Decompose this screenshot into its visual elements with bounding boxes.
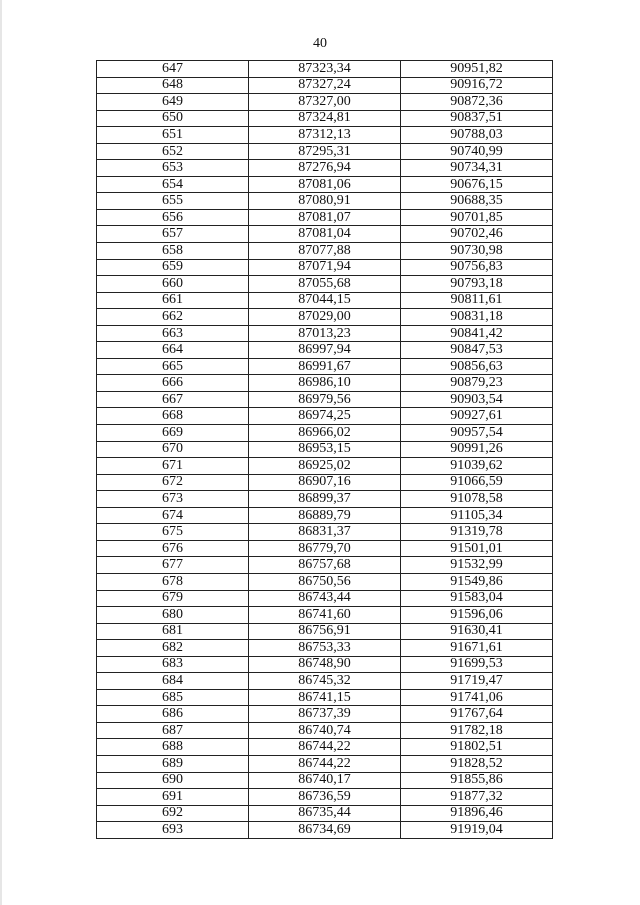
x-coordinate-cell: 86744,22 — [249, 739, 401, 756]
y-coordinate-cell: 91802,51 — [401, 739, 553, 756]
x-coordinate-cell: 86831,37 — [249, 524, 401, 541]
x-coordinate-cell: 87081,04 — [249, 226, 401, 243]
y-coordinate-cell: 91319,78 — [401, 524, 553, 541]
x-coordinate-cell: 86740,17 — [249, 772, 401, 789]
point-number-cell: 661 — [97, 292, 249, 309]
x-coordinate-cell: 86744,22 — [249, 755, 401, 772]
x-coordinate-cell: 87013,23 — [249, 325, 401, 342]
point-number-cell: 669 — [97, 425, 249, 442]
page-number: 40 — [313, 36, 327, 51]
point-number-cell: 687 — [97, 722, 249, 739]
point-number-cell: 681 — [97, 623, 249, 640]
y-coordinate-cell: 90841,42 — [401, 325, 553, 342]
point-number-cell: 662 — [97, 309, 249, 326]
x-coordinate-cell: 87077,88 — [249, 243, 401, 260]
point-number-cell: 671 — [97, 458, 249, 475]
point-number-cell: 692 — [97, 805, 249, 822]
x-coordinate-cell: 86741,15 — [249, 689, 401, 706]
point-number-cell: 647 — [97, 61, 249, 78]
x-coordinate-cell: 86925,02 — [249, 458, 401, 475]
table-row — [97, 507, 553, 524]
y-coordinate-cell: 90756,83 — [401, 259, 553, 276]
y-coordinate-cell: 90837,51 — [401, 110, 553, 127]
point-number-cell: 668 — [97, 408, 249, 425]
table-row — [97, 557, 553, 574]
x-coordinate-cell: 86966,02 — [249, 425, 401, 442]
table-row — [97, 491, 553, 508]
y-coordinate-cell: 90847,53 — [401, 342, 553, 359]
x-coordinate-cell: 86974,25 — [249, 408, 401, 425]
y-coordinate-cell: 90702,46 — [401, 226, 553, 243]
y-coordinate-cell: 91596,06 — [401, 607, 553, 624]
x-coordinate-cell: 86734,69 — [249, 822, 401, 839]
y-coordinate-cell: 91741,06 — [401, 689, 553, 706]
point-number-cell: 688 — [97, 739, 249, 756]
x-coordinate-cell: 87276,94 — [249, 160, 401, 177]
y-coordinate-cell: 91078,58 — [401, 491, 553, 508]
y-coordinate-cell: 91782,18 — [401, 722, 553, 739]
point-number-cell: 667 — [97, 391, 249, 408]
point-number-cell: 689 — [97, 755, 249, 772]
table-row — [97, 408, 553, 425]
y-coordinate-cell: 91855,86 — [401, 772, 553, 789]
point-number-cell: 691 — [97, 789, 249, 806]
y-coordinate-cell: 90927,61 — [401, 408, 553, 425]
y-coordinate-cell: 91105,34 — [401, 507, 553, 524]
y-coordinate-cell: 90872,36 — [401, 94, 553, 111]
table-row — [97, 342, 553, 359]
x-coordinate-cell: 86953,15 — [249, 441, 401, 458]
table-row — [97, 706, 553, 723]
x-coordinate-cell: 87071,94 — [249, 259, 401, 276]
point-number-cell: 657 — [97, 226, 249, 243]
table-row — [97, 623, 553, 640]
table-row — [97, 143, 553, 160]
y-coordinate-cell: 90676,15 — [401, 176, 553, 193]
table-row — [97, 607, 553, 624]
point-number-cell: 658 — [97, 243, 249, 260]
table-row — [97, 722, 553, 739]
x-coordinate-cell: 87029,00 — [249, 309, 401, 326]
table-row — [97, 391, 553, 408]
y-coordinate-cell: 91501,01 — [401, 540, 553, 557]
point-number-cell: 678 — [97, 573, 249, 590]
table-row — [97, 292, 553, 309]
y-coordinate-cell: 90951,82 — [401, 61, 553, 78]
x-coordinate-cell: 87312,13 — [249, 127, 401, 144]
y-coordinate-cell: 90734,31 — [401, 160, 553, 177]
table-row — [97, 739, 553, 756]
x-coordinate-cell: 86748,90 — [249, 656, 401, 673]
y-coordinate-cell: 90916,72 — [401, 77, 553, 94]
x-coordinate-cell: 87295,31 — [249, 143, 401, 160]
point-number-cell: 663 — [97, 325, 249, 342]
point-number-cell: 652 — [97, 143, 249, 160]
x-coordinate-cell: 86991,67 — [249, 358, 401, 375]
table-row — [97, 689, 553, 706]
y-coordinate-cell: 90740,99 — [401, 143, 553, 160]
table-row — [97, 789, 553, 806]
x-coordinate-cell: 86986,10 — [249, 375, 401, 392]
x-coordinate-cell: 86997,94 — [249, 342, 401, 359]
coordinates-table-body — [97, 61, 553, 839]
x-coordinate-cell: 87327,00 — [249, 94, 401, 111]
point-number-cell: 682 — [97, 640, 249, 657]
y-coordinate-cell: 90811,61 — [401, 292, 553, 309]
y-coordinate-cell: 91583,04 — [401, 590, 553, 607]
table-row — [97, 61, 553, 78]
x-coordinate-cell: 87324,81 — [249, 110, 401, 127]
point-number-cell: 677 — [97, 557, 249, 574]
x-coordinate-cell: 86757,68 — [249, 557, 401, 574]
point-number-cell: 648 — [97, 77, 249, 94]
point-number-cell: 664 — [97, 342, 249, 359]
point-number-cell: 672 — [97, 474, 249, 491]
x-coordinate-cell: 87044,15 — [249, 292, 401, 309]
point-number-cell: 684 — [97, 673, 249, 690]
point-number-cell: 653 — [97, 160, 249, 177]
point-number-cell: 680 — [97, 607, 249, 624]
y-coordinate-cell: 91877,32 — [401, 789, 553, 806]
y-coordinate-cell: 90793,18 — [401, 276, 553, 293]
table-row — [97, 77, 553, 94]
table-row — [97, 127, 553, 144]
point-number-cell: 649 — [97, 94, 249, 111]
point-number-cell: 686 — [97, 706, 249, 723]
x-coordinate-cell: 86899,37 — [249, 491, 401, 508]
table-row — [97, 673, 553, 690]
y-coordinate-cell: 91896,46 — [401, 805, 553, 822]
x-coordinate-cell: 86907,16 — [249, 474, 401, 491]
table-row — [97, 640, 553, 657]
table-row — [97, 656, 553, 673]
table-row — [97, 226, 553, 243]
table-row — [97, 209, 553, 226]
table-row — [97, 573, 553, 590]
point-number-cell: 659 — [97, 259, 249, 276]
table-row — [97, 458, 553, 475]
point-number-cell: 665 — [97, 358, 249, 375]
scan-edge — [0, 0, 2, 905]
y-coordinate-cell: 90730,98 — [401, 243, 553, 260]
point-number-cell: 660 — [97, 276, 249, 293]
table-row — [97, 193, 553, 210]
x-coordinate-cell: 86743,44 — [249, 590, 401, 607]
point-number-cell: 670 — [97, 441, 249, 458]
y-coordinate-cell: 90688,35 — [401, 193, 553, 210]
x-coordinate-cell: 87327,24 — [249, 77, 401, 94]
table-row — [97, 375, 553, 392]
y-coordinate-cell: 91671,61 — [401, 640, 553, 657]
coordinates-table — [96, 60, 553, 839]
x-coordinate-cell: 86979,56 — [249, 391, 401, 408]
y-coordinate-cell: 90991,26 — [401, 441, 553, 458]
x-coordinate-cell: 86779,70 — [249, 540, 401, 557]
table-row — [97, 524, 553, 541]
point-number-cell: 683 — [97, 656, 249, 673]
y-coordinate-cell: 90856,63 — [401, 358, 553, 375]
table-row — [97, 110, 553, 127]
x-coordinate-cell: 86740,74 — [249, 722, 401, 739]
table-row — [97, 309, 553, 326]
y-coordinate-cell: 90831,18 — [401, 309, 553, 326]
x-coordinate-cell: 87323,34 — [249, 61, 401, 78]
y-coordinate-cell: 91066,59 — [401, 474, 553, 491]
x-coordinate-cell: 87081,06 — [249, 176, 401, 193]
x-coordinate-cell: 87055,68 — [249, 276, 401, 293]
y-coordinate-cell: 91039,62 — [401, 458, 553, 475]
point-number-cell: 679 — [97, 590, 249, 607]
point-number-cell: 676 — [97, 540, 249, 557]
table-row — [97, 259, 553, 276]
y-coordinate-cell: 91532,99 — [401, 557, 553, 574]
table-row — [97, 425, 553, 442]
table-row — [97, 540, 553, 557]
y-coordinate-cell: 91719,47 — [401, 673, 553, 690]
x-coordinate-cell: 86745,32 — [249, 673, 401, 690]
y-coordinate-cell: 91699,53 — [401, 656, 553, 673]
y-coordinate-cell: 90701,85 — [401, 209, 553, 226]
table-row — [97, 590, 553, 607]
table-row — [97, 176, 553, 193]
y-coordinate-cell: 91549,86 — [401, 573, 553, 590]
y-coordinate-cell: 90903,54 — [401, 391, 553, 408]
table-row — [97, 243, 553, 260]
y-coordinate-cell: 90957,54 — [401, 425, 553, 442]
point-number-cell: 656 — [97, 209, 249, 226]
table-row — [97, 474, 553, 491]
x-coordinate-cell: 86756,91 — [249, 623, 401, 640]
point-number-cell: 674 — [97, 507, 249, 524]
point-number-cell: 685 — [97, 689, 249, 706]
table-row — [97, 822, 553, 839]
y-coordinate-cell: 91919,04 — [401, 822, 553, 839]
table-row — [97, 805, 553, 822]
x-coordinate-cell: 86736,59 — [249, 789, 401, 806]
x-coordinate-cell: 87081,07 — [249, 209, 401, 226]
table-row — [97, 94, 553, 111]
table-row — [97, 276, 553, 293]
point-number-cell: 650 — [97, 110, 249, 127]
y-coordinate-cell: 91630,41 — [401, 623, 553, 640]
y-coordinate-cell: 90788,03 — [401, 127, 553, 144]
table-row — [97, 358, 553, 375]
point-number-cell: 675 — [97, 524, 249, 541]
y-coordinate-cell: 91828,52 — [401, 755, 553, 772]
point-number-cell: 690 — [97, 772, 249, 789]
table-row — [97, 755, 553, 772]
point-number-cell: 651 — [97, 127, 249, 144]
table-row — [97, 325, 553, 342]
point-number-cell: 693 — [97, 822, 249, 839]
table-row — [97, 772, 553, 789]
point-number-cell: 655 — [97, 193, 249, 210]
y-coordinate-cell: 90879,23 — [401, 375, 553, 392]
point-number-cell: 654 — [97, 176, 249, 193]
x-coordinate-cell: 86750,56 — [249, 573, 401, 590]
table-row — [97, 441, 553, 458]
x-coordinate-cell: 86735,44 — [249, 805, 401, 822]
y-coordinate-cell: 91767,64 — [401, 706, 553, 723]
x-coordinate-cell: 87080,91 — [249, 193, 401, 210]
x-coordinate-cell: 86737,39 — [249, 706, 401, 723]
table-row — [97, 160, 553, 177]
x-coordinate-cell: 86889,79 — [249, 507, 401, 524]
x-coordinate-cell: 86741,60 — [249, 607, 401, 624]
x-coordinate-cell: 86753,33 — [249, 640, 401, 657]
point-number-cell: 666 — [97, 375, 249, 392]
point-number-cell: 673 — [97, 491, 249, 508]
